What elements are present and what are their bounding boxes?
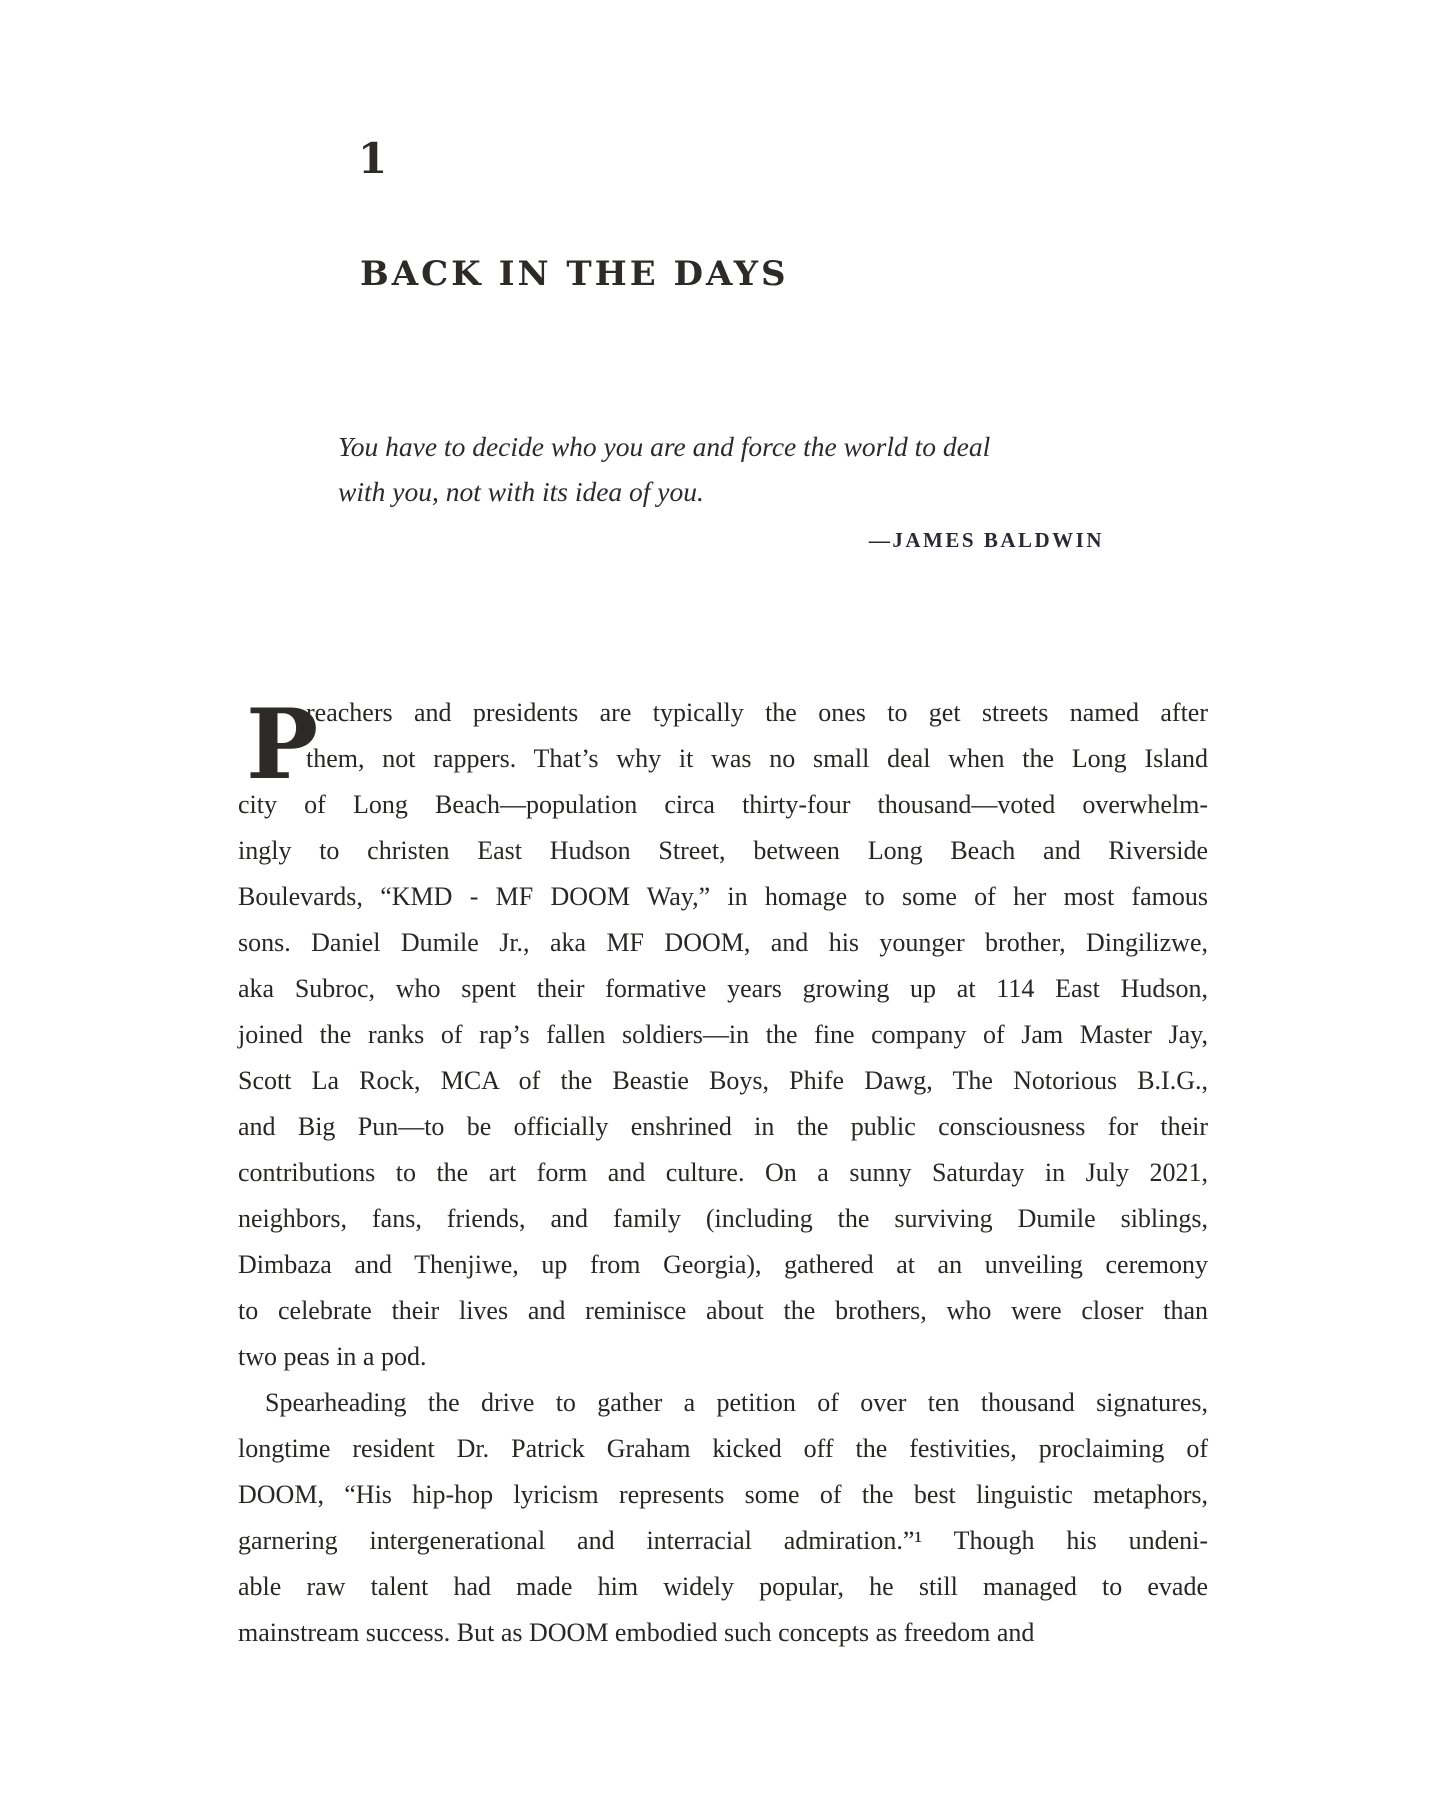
epigraph [338, 424, 1104, 553]
body-line: DOOM, “His hip-hop lyricism represents some of the best linguistic metaphors, [238, 1480, 1208, 1509]
body-text [238, 690, 1208, 1656]
body-line: city of Long Beach—population circa thirty-four thousand—voted overwhelm- [238, 790, 1208, 819]
body-line: to celebrate their lives and reminisce about the brothers, who were closer than [238, 1296, 1208, 1325]
epigraph-line: You have to decide who you are and force the world to deal [338, 431, 991, 462]
body-line: two peas in a pod. [238, 1342, 427, 1371]
chapter-number: 1 [358, 134, 388, 183]
body-line: aka Subroc, who spent their formative years growing up at 114 East Hudson, [238, 974, 1208, 1003]
epigraph-quote [338, 424, 1104, 514]
drop-cap: P [246, 688, 319, 801]
chapter-title: BACK IN THE DAYS [360, 254, 789, 294]
body-line: them, not rappers. That’s why it was no small deal when the Long Island [306, 744, 1208, 773]
body-line: reachers and presidents are typically the ones to get streets named after [306, 698, 1208, 727]
body-line: able raw talent had made him widely popular, he still managed to evade [238, 1572, 1208, 1601]
body-line: Scott La Rock, MCA of the Beastie Boys, Phife Dawg, The Notorious B.I.G., [238, 1066, 1208, 1095]
body-line: joined the ranks of rap’s fallen soldiers—in the fine company of Jam Master Jay, [238, 1020, 1208, 1049]
body-line: contributions to the art form and culture. On a sunny Saturday in July 2021, [238, 1158, 1208, 1187]
body-line: sons. Daniel Dumile Jr., aka MF DOOM, and his younger brother, Dingilizwe, [238, 928, 1208, 957]
body-line: garnering intergenerational and interracial admiration.”¹ Though his undeni- [238, 1526, 1208, 1555]
body-line: Dimbaza and Thenjiwe, up from Georgia), gathered at an unveiling ceremony [238, 1250, 1208, 1279]
epigraph-line: with you, not with its idea of you. [338, 476, 704, 507]
body-line: neighbors, fans, friends, and family (including the surviving Dumile siblings, [238, 1204, 1208, 1233]
epigraph-attribution: —JAMES BALDWIN [868, 528, 1104, 552]
body-line: Boulevards, “KMD - MF DOOM Way,” in homage to some of her most famous [238, 882, 1208, 911]
body-line: Spearheading the drive to gather a petition of over ten thousand signatures, [265, 1388, 1208, 1417]
body-line: mainstream success. But as DOOM embodied such concepts as freedom and [238, 1618, 1035, 1647]
body-line: and Big Pun—to be officially enshrined in the public consciousness for their [238, 1112, 1208, 1141]
body-line: ingly to christen East Hudson Street, between Long Beach and Riverside [238, 836, 1208, 865]
body-line: longtime resident Dr. Patrick Graham kicked off the festivities, proclaiming of [238, 1434, 1208, 1463]
